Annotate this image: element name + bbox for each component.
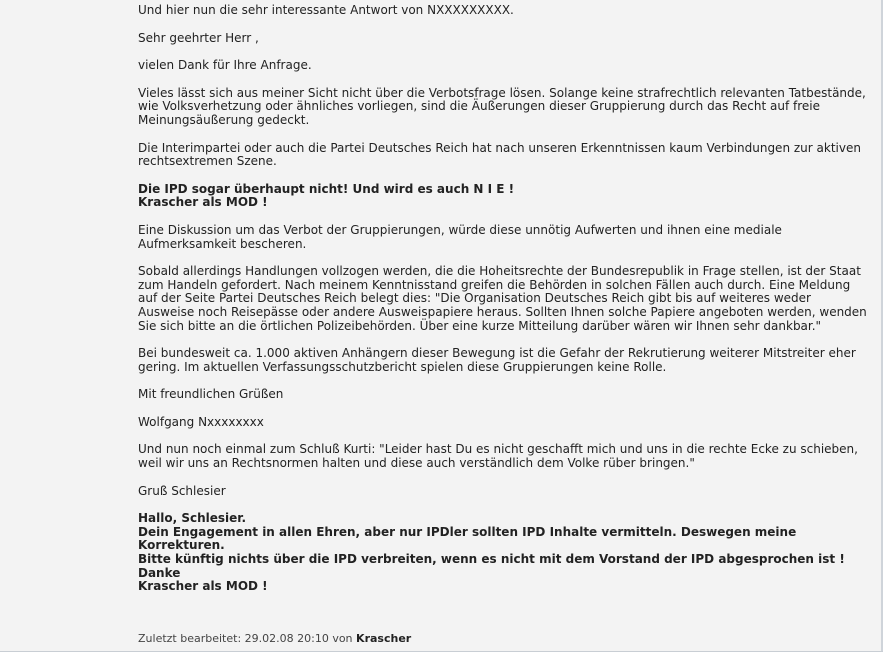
mod-note-2-line: Bitte künftig nichts über die IPD verbreiten, wenn es nicht mit dem Vorstand der IPD abgesprochen ist ! [138,552,845,567]
edit-note-user[interactable]: Krascher [356,632,412,645]
letter-paragraph-2: Die Interimpartei oder auch die Partei Deutsches Reich hat nach unseren Erkenntnissen kaum Verbindungen zur aktiven rechtsextremen Szene. [138,140,861,169]
letter-signature: Wolfgang Nxxxxxxxx [138,414,264,429]
mod-note-2-line: Krascher als MOD ! [138,579,268,594]
post-intro: Und hier nun die sehr interessante Antwort von NXXXXXXXXX. [138,3,514,17]
mod-note-2-line: Hallo, Schlesier. [138,511,247,526]
letter-salutation: Sehr geehrter Herr , [138,30,259,45]
edit-note [138,632,411,645]
mod-note-2 [138,512,870,594]
post-body [138,4,870,594]
letter-paragraph-1: Vieles lässt sich aus meiner Sicht nicht über die Verbotsfrage lösen. Solange keine strafrechtlich relevanten Tatbestände, wie Volksverhetzung oder ähnliches vorliegen, sind die Äußerungen dieser Gruppierung durch das Recht auf freie Meinungsäußerung gedeckt. [138,85,866,127]
mod-note-1-line-1: Die IPD sogar überhaupt nicht! Und wird es auch N I E ! [138,181,515,196]
post-greeting-end: Gruß Schlesier [138,483,226,498]
post-paragraph-6: Und nun noch einmal zum Schluß Kurti: "Leider hast Du es nicht geschafft mich und uns in die rechte Ecke zu schieben, weil wir uns an Rechtsnormen halten und diese auch verständlich dem Volke rüber bringen." [138,442,858,471]
mod-note-1-line-2: Krascher als MOD ! [138,195,268,210]
mod-note-2-line: Dein Engagement in allen Ehren, aber nur IPDler sollten IPD Inhalte vermitteln. Deswegen meine Korrekturen. [138,524,797,553]
letter-paragraph-4: Sobald allerdings Handlungen vollzogen werden, die die Hoheitsrechte der Bundesrepublik in Frage stellen, ist der Staat zum Handeln gefordert. Nach meinem Kenntnisstand greifen die Behörden in solchen Fällen auch durch. Eine Meldung auf der Seite Partei Deutsches Reich belegt dies: "Die Organisation Deutsches Reich gibt bis auf weiteres weder Ausweise noch Reisepässe oder andere Ausweispapiere heraus. Sollten Ihnen solche Papiere angeboten werden, wenden Sie sich bitte an die örtlichen Polizeibehörden. Über eine kurze Mitteilung darüber wären wir Ihnen sehr dankbar." [138,264,867,333]
mod-note-2-line: Danke [138,565,181,580]
letter-thanks: vielen Dank für Ihre Anfrage. [138,58,312,73]
letter-paragraph-3: Eine Diskussion um das Verbot der Gruppierungen, würde diese unnötig Aufwerten und ihnen eine mediale Aufmerksamkeit bescheren. [138,222,782,251]
letter-closing: Mit freundlichen Grüßen [138,387,284,402]
left-rail [0,0,128,652]
letter-paragraph-5: Bei bundesweit ca. 1.000 aktiven Anhängern dieser Bewegung ist die Gefahr der Rekrutierung weiterer Mitstreiter eher gering. Im aktuellen Verfassungsschutzbericht spielen diese Gruppierungen keine Rolle. [138,346,856,374]
edit-note-label: Zuletzt bearbeitet: 29.02.08 20:10 von [138,632,353,645]
mod-note-1 [138,183,870,210]
